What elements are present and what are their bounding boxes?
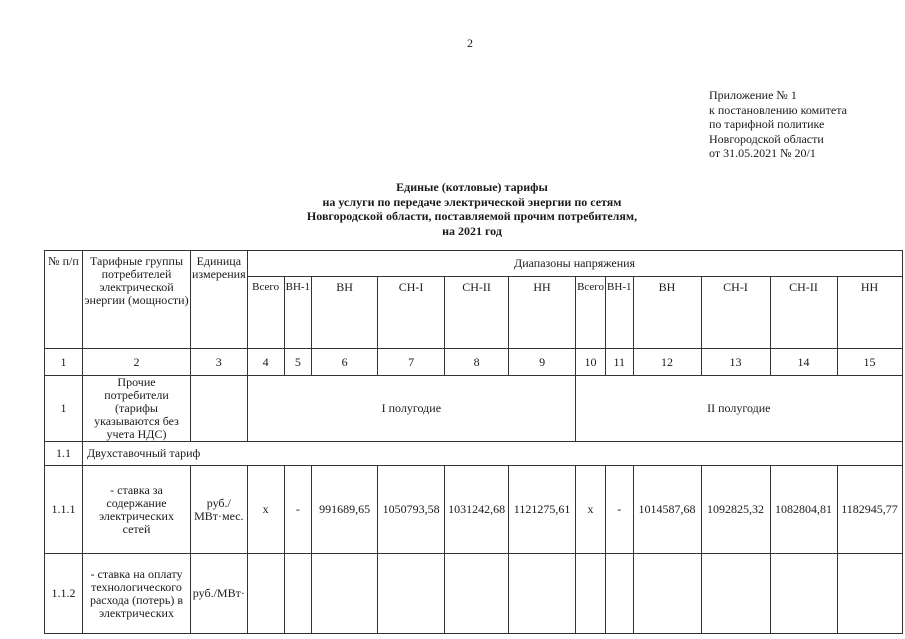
value-h1-vn1: - [284, 466, 311, 554]
row-label: - ставка на оплату технологического расхода (потерь) в электрических [83, 554, 191, 634]
value-h1-sn2: 1031242,68 [445, 466, 509, 554]
row-unit: руб./МВт· [191, 554, 248, 634]
value-h2-vn1: - [606, 466, 633, 554]
column-number: 6 [312, 349, 378, 376]
column-number: 7 [378, 349, 445, 376]
appendix-line: Приложение № 1 [709, 88, 797, 102]
title-line: Единые (котловые) тарифы [396, 180, 548, 194]
value-cell [247, 554, 284, 634]
row-unit [191, 376, 248, 442]
value-h1-total: х [247, 466, 284, 554]
tariff-table [44, 250, 903, 634]
row-number: 1.1.1 [45, 466, 83, 554]
column-number: 4 [247, 349, 284, 376]
row-number: 1 [45, 376, 83, 442]
table-row [45, 466, 903, 554]
column-number: 2 [83, 349, 191, 376]
value-h2-nn: 1182945,77 [837, 466, 902, 554]
column-number: 13 [701, 349, 770, 376]
header-h2-vn: ВН [633, 277, 701, 349]
row-label: Прочие потребители (тарифы указываются без учета НДС) [83, 376, 191, 442]
column-number: 9 [509, 349, 576, 376]
title-line: Новгородской области, поставляемой прочим потребителям, [306, 209, 638, 224]
header-h2-vn1: ВН-1 [606, 277, 633, 349]
table-row [45, 442, 903, 466]
value-cell [837, 554, 902, 634]
header-h1-nn: НН [509, 277, 576, 349]
value-cell [445, 554, 509, 634]
value-h1-sn1: 1050793,58 [378, 466, 445, 554]
value-h2-sn2: 1082804,81 [770, 466, 837, 554]
value-h2-vn: 1014587,68 [633, 466, 701, 554]
column-number: 15 [837, 349, 902, 376]
value-h1-vn: 991689,65 [312, 466, 378, 554]
column-number-row [45, 349, 903, 376]
half-year-1: I полугодие [247, 376, 575, 442]
document-title [245, 180, 699, 238]
row-label: - ставка за содержание электрических сетей [83, 466, 191, 554]
value-cell [606, 554, 633, 634]
column-number: 1 [45, 349, 83, 376]
value-cell [284, 554, 311, 634]
value-h2-total: х [576, 466, 606, 554]
row-number: 1.1.2 [45, 554, 83, 634]
column-number: 14 [770, 349, 837, 376]
row-label: Двухставочный тариф [83, 442, 903, 466]
value-h1-nn: 1121275,61 [509, 466, 576, 554]
appendix-block [709, 88, 847, 161]
table-row [45, 554, 903, 634]
column-number: 8 [445, 349, 509, 376]
row-number: 1.1 [45, 442, 83, 466]
column-number: 3 [191, 349, 248, 376]
header-h2-sn2: СН-II [770, 277, 837, 349]
header-h2-nn: НН [837, 277, 902, 349]
header-unit: Единица измерения [191, 251, 248, 349]
header-num: № п/п [45, 251, 83, 349]
value-cell [509, 554, 576, 634]
value-cell [701, 554, 770, 634]
value-cell [312, 554, 378, 634]
header-h2-sn1: СН-I [701, 277, 770, 349]
half-year-2: II полугодие [576, 376, 902, 442]
appendix-line: по тарифной политике [709, 117, 825, 132]
column-number: 11 [606, 349, 633, 376]
title-line: на 2021 год [442, 223, 502, 238]
page-number: 2 [467, 36, 473, 50]
header-h1-total: Всего [247, 277, 284, 349]
appendix-line: от 31.05.2021 № 20/1 [709, 146, 816, 161]
appendix-line: Новгородской области [709, 131, 824, 146]
value-cell [633, 554, 701, 634]
header-h2-total: Всего [576, 277, 606, 349]
column-number: 10 [576, 349, 606, 376]
column-number: 12 [633, 349, 701, 376]
header-voltage-ranges: Диапазоны напряжения [247, 251, 902, 277]
value-cell [378, 554, 445, 634]
header-h1-vn: ВН [312, 277, 378, 349]
column-number: 5 [284, 349, 311, 376]
table-row [45, 376, 903, 442]
value-cell [576, 554, 606, 634]
title-line: на услуги по передаче электрической энергии по сетям [322, 194, 622, 209]
row-unit: руб./МВт·мес. [191, 466, 248, 554]
value-cell [770, 554, 837, 634]
header-consumer-group: Тарифные группы потребителей электрической энергии (мощности) [83, 251, 191, 349]
header-h1-vn1: ВН-1 [284, 277, 311, 349]
appendix-line: к постановлению комитета [709, 102, 847, 117]
header-h1-sn2: СН-II [445, 277, 509, 349]
value-h2-sn1: 1092825,32 [701, 466, 770, 554]
header-h1-sn1: СН-I [378, 277, 445, 349]
